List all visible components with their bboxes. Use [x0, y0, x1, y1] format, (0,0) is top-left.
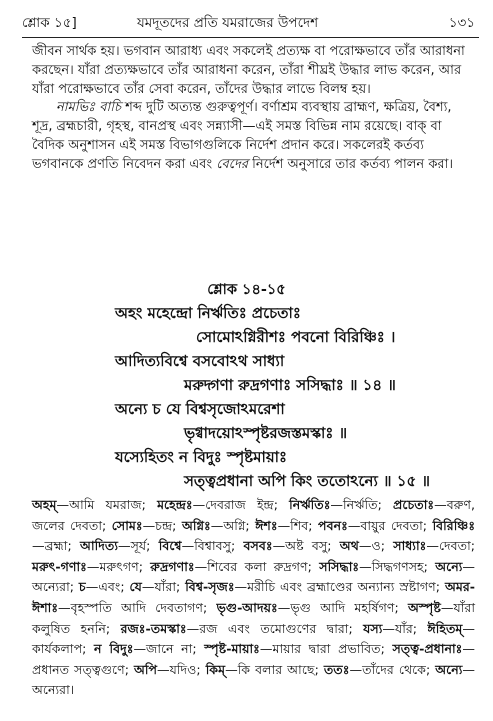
- synonym-term: অথ: [339, 538, 359, 554]
- synonym-meaning: —ও;: [358, 538, 394, 554]
- synonym-meaning: —মরীচি এবং ব্রহ্মাণ্ডের অন্যান্য স্রষ্টাগণ;: [234, 579, 445, 595]
- synonym-term: অমর-ঈশাঃ: [32, 579, 475, 615]
- verse-line: সোমোঽগ্নিরীশঃ পবনো বিরিঞ্চিঃ ।: [196, 328, 396, 346]
- purport-paragraph-2-end: নির্দেশ অনুসারে তার কর্তব্য পালন করা।: [247, 156, 453, 172]
- word-for-word-synonyms: [32, 495, 475, 701]
- synonym-meaning: —যাঁর;: [382, 620, 428, 636]
- synonym-meaning: —বৃহস্পতি আদি দেবতাগণ;: [58, 599, 217, 615]
- synonym-term: রুদ্রগণাঃ: [150, 558, 195, 574]
- synonym-term: ন বিদুঃ: [93, 641, 134, 657]
- verse-line: ভৃগ্বাদয়োঽস্পৃষ্টরজস্তমস্কাঃ ॥: [184, 424, 348, 442]
- synonym-term: নির্ঋতিঃ: [289, 497, 331, 512]
- synonym-meaning: —যদিও;: [157, 661, 206, 677]
- synonym-meaning: —যাঁরা;: [141, 579, 186, 595]
- header-rule: [22, 37, 479, 38]
- synonym-term: মহেন্দ্রঃ: [157, 497, 193, 512]
- synonym-meaning: —কি বলার আছে;: [225, 661, 324, 677]
- header-chapter-title: যমদূতদের প্রতি যমরাজের উপদেশ: [137, 15, 319, 31]
- synonym-term: ঈহিতম্: [427, 620, 463, 636]
- synonym-meaning: —সিদ্ধগণসহ;: [359, 558, 436, 574]
- italic-term: নামভিঃ বাচি: [56, 100, 121, 116]
- synonym-meaning: —অন্যেরা;: [32, 558, 475, 595]
- synonym-meaning: —রজ এবং তমোগুণের দ্বারা;: [186, 620, 364, 636]
- synonym-term: পবনঃ: [318, 517, 348, 533]
- synonym-term: চ: [78, 579, 86, 595]
- synonym-term: অন্যে: [435, 558, 463, 574]
- synonym-term: অন্যে: [435, 661, 463, 677]
- synonym-meaning: —দেবরাজ ইন্দ্র;: [192, 497, 290, 512]
- verse-line: সত্ত্বপ্রধানা অপি কিং ততোঽন্যে ॥ ১৫ ॥: [184, 472, 430, 490]
- synonym-meaning: —শিব;: [277, 517, 319, 533]
- synonym-term: ততঃ: [323, 661, 350, 677]
- italic-term-vedas: বেদের: [216, 156, 248, 172]
- synonym-term: কিম্: [205, 661, 226, 677]
- synonym-meaning: —জানে না;: [133, 641, 205, 657]
- synonym-meaning: —আমি যমরাজ;: [56, 497, 158, 512]
- synonym-meaning: —বরুণ, জলের দেবতা;: [32, 497, 475, 533]
- page-header: [22, 12, 479, 34]
- synonym-meaning: —তাঁদের থেকে;: [349, 661, 436, 677]
- synonym-meaning: —অষ্ট বসু;: [272, 538, 340, 554]
- synonym-meaning: —সূর্য;: [118, 538, 159, 554]
- header-page-number: ১৩১: [448, 15, 475, 31]
- synonym-term: মরুৎ-গণাঃ: [32, 558, 87, 574]
- synonym-term: বিরিঞ্চিঃ: [432, 517, 476, 533]
- purport-paragraph-2-text: শব্দ দুটি অত্যন্ত গুরুত্বপূর্ণ। বর্ণাশ্রম ব্যবস্থায় ব্রাহ্মণ, ক্ষত্রিয়, বৈশ্য, শূদ্র, ব্রহ্মচারী, গৃহস্থ, বানপ্রস্থ এবং সন্ন্যাসী—এই সমস্ত বিভিন্ন নাম রয়েছে। বাক্ বা বৈদিক অনুশাসন এই সমস্ত বিভাগগুলিকে নির্দেশ প্রদান করে। সকলেরই কর্তব্য ভগবানকে প্রণতি নিবেদন করা এবং: [32, 100, 452, 172]
- synonym-term: ভৃগু-আদয়ঃ: [216, 599, 278, 615]
- verse-line: মরুদ্গণা রুদ্রগণাঃ সসিদ্ধাঃ ॥ ১৪ ॥: [184, 376, 396, 394]
- synonym-meaning: —প্রধানত সত্ত্বগুণে;: [32, 641, 475, 677]
- synonym-meaning: —মায়ার দ্বারা প্রভাবিত;: [259, 641, 393, 657]
- header-verse-ref: শ্লোক ১৫]: [22, 15, 77, 31]
- synonym-meaning: —মরুৎগণ;: [86, 558, 151, 574]
- verse-line: অহং মহেন্দ্রো নির্ঋতিঃ প্রচেতাঃ: [115, 304, 301, 322]
- synonym-term: অহম্: [32, 497, 57, 512]
- synonym-meaning: —নির্ঋতি;: [330, 497, 394, 512]
- synonym-term: সসিদ্ধাঃ: [319, 558, 360, 574]
- purport-text: [32, 43, 473, 175]
- verse-line: অন্যে চ যে বিশ্বসৃজোঽমরেশা: [115, 400, 285, 418]
- synonym-meaning: —চন্দ্র;: [142, 517, 182, 533]
- purport-paragraph-1: জীবন সার্থক হয়। ভগবান আরাধ্য এবং সকলেই প্রত্যক্ষ বা পরোক্ষভাবে তাঁর আরাধনা করছেন। যাঁরা প্রত্যক্ষভাবে তাঁর আরাধনা করেন, তাঁরা শীঘ্রই উদ্ধার লাভ করেন, আর যাঁরা পরোক্ষভাবে তাঁর সেবা করেন, তাঁদের উদ্ধার লাভে বিলম্ব হয়।: [32, 44, 465, 97]
- synonym-meaning: —বায়ুর দেবতা;: [347, 517, 433, 533]
- synonym-term: রজঃ-তমস্কাঃ: [120, 620, 187, 636]
- synonym-term: সত্ত্ব-প্রধানাঃ: [392, 641, 463, 657]
- purport-paragraph-2: [32, 99, 473, 174]
- synonym-term: যস্য: [363, 620, 383, 636]
- synonym-meaning: —শিবের কলা রুদ্রগণ;: [194, 558, 320, 574]
- synonym-meaning: —বিশ্বাবসু;: [181, 538, 244, 554]
- synonym-term: আদিত্য: [79, 538, 118, 554]
- synonym-term: ঈশঃ: [255, 517, 278, 533]
- synonym-term: যে: [129, 579, 142, 595]
- verse-line: যস্যেহিতং ন বিদুঃ স্পৃষ্টমায়াঃ: [115, 448, 288, 466]
- synonym-term: অস্পৃষ্ট: [408, 599, 441, 615]
- synonym-term: সাধ্যাঃ: [393, 538, 427, 554]
- synonym-term: বিশ্বে: [158, 538, 182, 554]
- synonym-term: অপি: [133, 661, 158, 677]
- synonym-meaning: —যাঁরা কলুষিত হননি;: [32, 599, 475, 636]
- synonym-term: স্পৃষ্ট-মায়াঃ: [204, 641, 260, 657]
- verse-line: আদিত্যবিশ্বে বসবোঽথ সাধ্যা: [115, 352, 285, 370]
- verse-title: শ্লোক ১৪-১৫: [207, 282, 286, 298]
- synonym-meaning: —দেবতা;: [426, 538, 476, 554]
- synonym-meaning: —ভৃগু আদি মহর্ষিগণ;: [277, 599, 408, 615]
- synonym-meaning: —অগ্নি;: [210, 517, 256, 533]
- synonym-term: অগ্নিঃ: [181, 517, 211, 533]
- synonym-meaning: —ব্রহ্মা;: [32, 538, 80, 554]
- synonym-term: সোমঃ: [111, 517, 143, 533]
- synonym-meaning: —কার্যকলাপ;: [32, 620, 475, 657]
- synonym-term: বিশ্ব-সৃজঃ: [185, 579, 235, 595]
- synonym-meaning: —অন্যেরা।: [32, 661, 475, 698]
- synonym-term: প্রচেতাঃ: [393, 497, 435, 512]
- synonym-term: বসবঃ: [243, 538, 273, 554]
- synonym-meaning: —এবং;: [85, 579, 130, 595]
